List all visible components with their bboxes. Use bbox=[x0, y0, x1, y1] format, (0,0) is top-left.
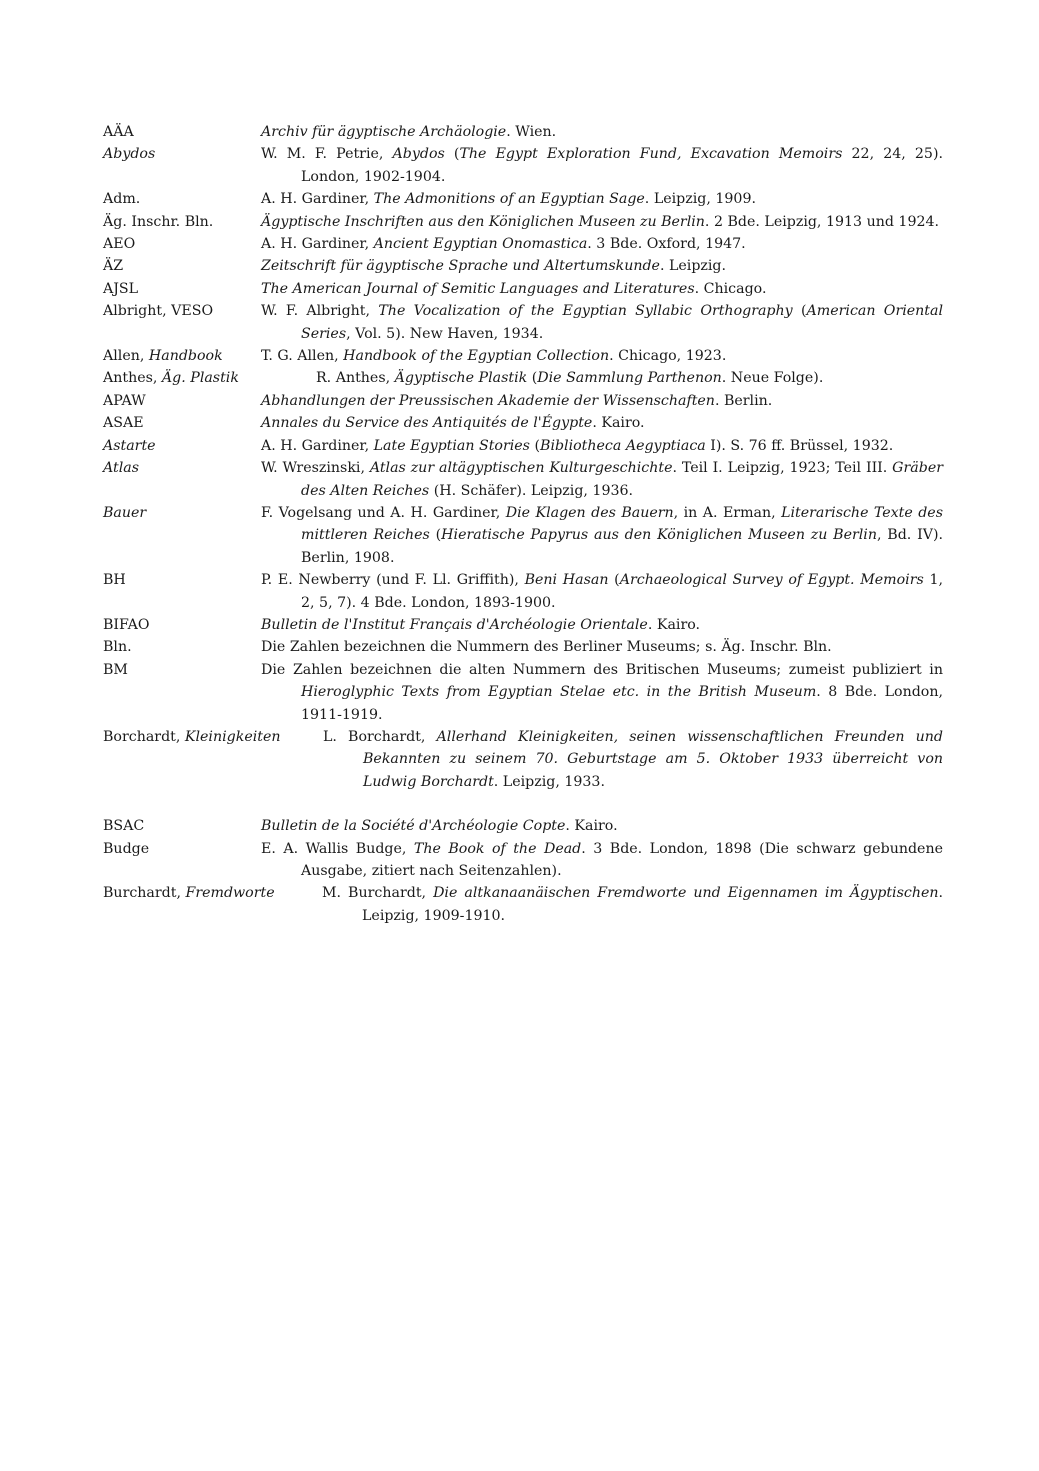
reference-text: T. G. Allen, bbox=[261, 348, 344, 365]
reference-text: The Book of the Dead bbox=[413, 840, 582, 857]
reference-text: R. Anthes, bbox=[316, 370, 395, 387]
list-item bbox=[103, 815, 943, 837]
bibliographic-reference bbox=[261, 838, 943, 883]
abbreviation-text: Fremdworte bbox=[185, 885, 275, 902]
reference-text: A. H. Gardiner, bbox=[261, 236, 374, 253]
list-item bbox=[103, 502, 943, 569]
list-item bbox=[103, 457, 943, 502]
reference-text: . Kairo. bbox=[565, 818, 618, 835]
list-item bbox=[103, 143, 943, 188]
abbreviation-text: BM bbox=[103, 661, 128, 678]
reference-text: . 2 Bde. Leipzig, 1913 und 1924. bbox=[704, 213, 940, 230]
abbreviation bbox=[103, 726, 280, 748]
reference-text: Beni Hasan bbox=[524, 572, 609, 589]
reference-text: Ägyptische Plastik bbox=[394, 370, 528, 387]
reference-text: ( bbox=[527, 370, 538, 387]
bibliographic-reference bbox=[261, 278, 943, 300]
list-item bbox=[103, 838, 943, 883]
abbreviation bbox=[103, 278, 138, 300]
abbreviation-text: ÄZ bbox=[103, 258, 124, 275]
reference-text: . Leipzig. bbox=[659, 258, 727, 275]
reference-text: American Oriental Series bbox=[301, 303, 943, 342]
abbreviation-text: Abydos bbox=[103, 146, 156, 163]
reference-text: Die Sammlung Parthenon bbox=[537, 370, 722, 387]
reference-text: M. Burchardt, bbox=[322, 885, 434, 902]
reference-text: . Leipzig, 1909-1910. bbox=[362, 885, 943, 924]
reference-text: ( bbox=[608, 572, 620, 589]
reference-text: . Leipzig, 1933. bbox=[493, 773, 605, 790]
bibliographic-reference bbox=[261, 300, 943, 345]
reference-text: . Chicago, 1923. bbox=[609, 348, 727, 365]
reference-text: . 8 Bde. London, 1911-1919. bbox=[301, 684, 943, 723]
reference-text: Hieratische Papyrus aus den Königlichen Museen zu Berlin bbox=[441, 527, 877, 544]
bibliographic-reference bbox=[316, 367, 943, 389]
bibliographic-reference bbox=[323, 726, 943, 793]
abbreviation-text: Albright, VESO bbox=[103, 303, 214, 320]
list-item bbox=[103, 188, 943, 210]
reference-text: Hieroglyphic Texts from Egyptian Stelae etc. in the British Museum bbox=[301, 684, 817, 701]
list-item bbox=[103, 121, 943, 143]
list-item bbox=[103, 211, 943, 233]
bibliographic-reference bbox=[261, 457, 943, 502]
reference-text: Die Klagen des Bauern bbox=[505, 504, 674, 521]
reference-text: W. Wreszinski, bbox=[261, 460, 370, 477]
reference-text: Atlas zur altägyptischen Kulturgeschichte bbox=[369, 460, 673, 477]
reference-text: I). S. 76 ff. Brüssel, 1932. bbox=[705, 437, 894, 454]
abbreviation bbox=[103, 614, 150, 636]
abbreviation bbox=[103, 882, 275, 904]
abbreviation bbox=[103, 412, 144, 434]
reference-text: Gräber des Alten Reiches bbox=[301, 460, 944, 499]
reference-text: L. Borchardt, bbox=[323, 728, 437, 745]
reference-text: . Leipzig, 1909. bbox=[644, 191, 756, 208]
reference-text: The American Journal of Semitic Languages and Literatures bbox=[261, 280, 695, 297]
abbreviation-list bbox=[103, 121, 943, 927]
reference-text: F. Vogelsang und A. H. Gardiner, bbox=[261, 504, 506, 521]
reference-text: Die altkanaanäischen Fremdworte und Eigennamen im Ägyptischen bbox=[433, 885, 939, 902]
abbreviation-text: Äg. Inschr. Bln. bbox=[103, 213, 214, 230]
bibliographic-reference bbox=[261, 255, 943, 277]
abbreviation-text: Anthes, bbox=[103, 370, 162, 387]
abbreviation-text: Kleinigkeiten bbox=[184, 728, 281, 745]
abbreviation bbox=[103, 211, 213, 233]
bibliographic-reference bbox=[261, 502, 943, 569]
list-item bbox=[103, 412, 943, 434]
reference-text: A. H. Gardiner, bbox=[261, 437, 374, 454]
reference-text: , in A. Erman, bbox=[673, 504, 782, 521]
list-item bbox=[103, 659, 943, 726]
abbreviation-text: APAW bbox=[103, 392, 146, 409]
bibliographic-reference bbox=[261, 390, 943, 412]
abbreviation bbox=[103, 659, 128, 681]
reference-text: , Bd. IV). Berlin, 1908. bbox=[301, 527, 944, 566]
reference-text: The Vocalization of the Egyptian Syllabic Orthography bbox=[378, 303, 793, 320]
reference-text: Allerhand Kleinigkeiten, seinen wissenschaftlichen Freunden und Bekannten zu seinem 70. Geburtstage am 5. Oktober 1933 überreicht von Ludwig Borchardt bbox=[363, 728, 943, 790]
abbreviation-text: Budge bbox=[103, 840, 150, 857]
reference-text: ( bbox=[429, 527, 442, 544]
list-item bbox=[103, 726, 943, 793]
reference-text: Late Egyptian Stories bbox=[373, 437, 530, 454]
abbreviation-text: BIFAO bbox=[103, 616, 150, 633]
reference-text: 1, 2, 5, 7). 4 Bde. London, 1893-1900. bbox=[301, 572, 944, 611]
abbreviation-text: Handbook bbox=[148, 348, 223, 365]
reference-text: (H. Schäfer). Leipzig, 1936. bbox=[429, 482, 634, 499]
reference-text: Abydos bbox=[392, 146, 445, 163]
abbreviation-text: Äg. Plastik bbox=[161, 370, 239, 387]
reference-text: . Chicago. bbox=[694, 280, 767, 297]
bibliographic-reference bbox=[261, 636, 943, 658]
abbreviation bbox=[103, 367, 239, 389]
abbreviation-text: Adm. bbox=[103, 191, 141, 208]
abbreviation-text: Allen, bbox=[103, 348, 149, 365]
list-item bbox=[103, 882, 943, 927]
reference-text: W. M. F. Petrie, bbox=[261, 146, 393, 163]
reference-text: . 3 Bde. London, 1898 (Die schwarz gebundene Ausgabe, zitiert nach Seitenzahlen). bbox=[301, 840, 943, 879]
abbreviation bbox=[103, 838, 149, 860]
reference-text: Die Zahlen bezeichnen die Nummern des Berliner Museums; s. Äg. Inschr. Bln. bbox=[261, 639, 832, 656]
abbreviation bbox=[103, 300, 213, 322]
bibliographic-reference bbox=[261, 659, 943, 726]
abbreviation bbox=[103, 569, 126, 591]
reference-text: ( bbox=[792, 303, 807, 320]
bibliographic-reference bbox=[261, 412, 943, 434]
reference-text: Literarische Texte des mittleren Reiches bbox=[301, 504, 943, 544]
list-item bbox=[103, 390, 943, 412]
abbreviation-text: ASAE bbox=[103, 415, 144, 432]
abbreviation-text: Atlas bbox=[103, 460, 139, 477]
reference-text: . Wien. bbox=[506, 124, 557, 140]
reference-text: . Neue Folge). bbox=[721, 370, 824, 387]
abbreviation-text: Borchardt, bbox=[103, 728, 185, 745]
bibliographic-reference bbox=[261, 435, 943, 457]
bibliographic-reference bbox=[261, 614, 943, 636]
reference-text: Zeitschrift für ägyptische Sprache und Altertumskunde bbox=[261, 258, 660, 275]
abbreviation bbox=[103, 143, 155, 165]
bibliographic-reference bbox=[261, 121, 943, 143]
reference-text: . Kairo. bbox=[647, 616, 701, 633]
abbreviation-text: BSAC bbox=[103, 818, 145, 835]
list-item bbox=[103, 345, 943, 367]
abbreviation bbox=[103, 233, 135, 255]
reference-text: 22, 24, 25). London, 1902-1904. bbox=[301, 146, 943, 185]
reference-text: Ancient Egyptian Onomastica bbox=[373, 236, 588, 253]
reference-text: The Admonitions of an Egyptian Sage bbox=[373, 191, 645, 208]
reference-text: Annales du Service des Antiquités de l'Égypte bbox=[261, 415, 593, 432]
reference-text: Bulletin de l'Institut Français d'Archéologie Orientale bbox=[261, 616, 648, 633]
list-item bbox=[103, 300, 943, 345]
abbreviation bbox=[103, 121, 134, 143]
abbreviation-text: Burchardt, bbox=[103, 885, 186, 902]
abbreviation bbox=[103, 435, 156, 457]
abbreviation bbox=[103, 457, 139, 479]
reference-text: A. H. Gardiner, bbox=[261, 191, 374, 208]
reference-text: ( bbox=[444, 146, 460, 163]
abbreviation bbox=[103, 815, 144, 837]
abbreviation-text: AJSL bbox=[103, 280, 139, 297]
reference-text: Ägyptische Inschriften aus den Königlichen Museen zu Berlin bbox=[261, 213, 705, 230]
reference-text: ( bbox=[529, 437, 541, 454]
reference-text: W. F. Albright, bbox=[261, 303, 379, 320]
list-item bbox=[103, 278, 943, 300]
bibliographic-reference bbox=[261, 211, 943, 233]
reference-text: The Egypt Exploration Fund, Excavation Memoirs bbox=[459, 146, 843, 163]
abbreviation-text: AÄA bbox=[103, 124, 134, 140]
reference-text: E. A. Wallis Budge, bbox=[261, 840, 414, 857]
list-item bbox=[103, 636, 943, 658]
reference-text: Archiv für ägyptische Archäologie bbox=[261, 124, 507, 140]
reference-text: Abhandlungen der Preussischen Akademie der Wissenschaften bbox=[261, 392, 715, 409]
abbreviation-text: BH bbox=[103, 572, 126, 589]
abbreviation-text: AEO bbox=[103, 236, 136, 253]
bibliographic-reference bbox=[261, 143, 943, 188]
reference-text: Bibliotheca Aegyptiaca bbox=[540, 437, 706, 454]
list-item bbox=[103, 233, 943, 255]
reference-text: P. E. Newberry (und F. Ll. Griffith), bbox=[261, 572, 525, 589]
reference-text: Die Zahlen bezeichnen die alten Nummern des Britischen Museums; zumeist publiziert in bbox=[261, 661, 943, 678]
abbreviation bbox=[103, 255, 123, 277]
bibliographic-reference bbox=[261, 188, 943, 210]
list-item bbox=[103, 614, 943, 636]
reference-text: . Teil I. Leipzig, 1923; Teil III. bbox=[672, 460, 893, 477]
abbreviation-text: Bauer bbox=[103, 504, 147, 521]
reference-text: . 3 Bde. Oxford, 1947. bbox=[587, 236, 746, 253]
bibliographic-reference bbox=[261, 233, 943, 255]
list-item bbox=[103, 569, 943, 614]
bibliographic-reference bbox=[261, 569, 943, 614]
list-item bbox=[103, 435, 943, 457]
abbreviation-text: Astarte bbox=[103, 437, 156, 454]
bibliographic-reference bbox=[322, 882, 943, 927]
abbreviation bbox=[103, 345, 223, 367]
reference-text: Archaeological Survey of Egypt. Memoirs bbox=[619, 572, 924, 589]
bibliographic-reference bbox=[261, 815, 943, 837]
reference-text: , Vol. 5). New Haven, 1934. bbox=[346, 325, 544, 342]
reference-text: . Berlin. bbox=[714, 392, 773, 409]
abbreviation bbox=[103, 636, 132, 658]
reference-text: . Kairo. bbox=[592, 415, 645, 432]
reference-text: Bulletin de la Société d'Archéologie Copte bbox=[261, 818, 566, 835]
reference-text: Handbook of the Egyptian Collection bbox=[343, 348, 610, 365]
list-item bbox=[103, 255, 943, 277]
abbreviation-text: Bln. bbox=[103, 639, 132, 656]
abbreviation bbox=[103, 188, 140, 210]
abbreviation bbox=[103, 502, 146, 524]
abbreviation bbox=[103, 390, 146, 412]
list-item bbox=[103, 367, 943, 389]
bibliographic-reference bbox=[261, 345, 943, 367]
